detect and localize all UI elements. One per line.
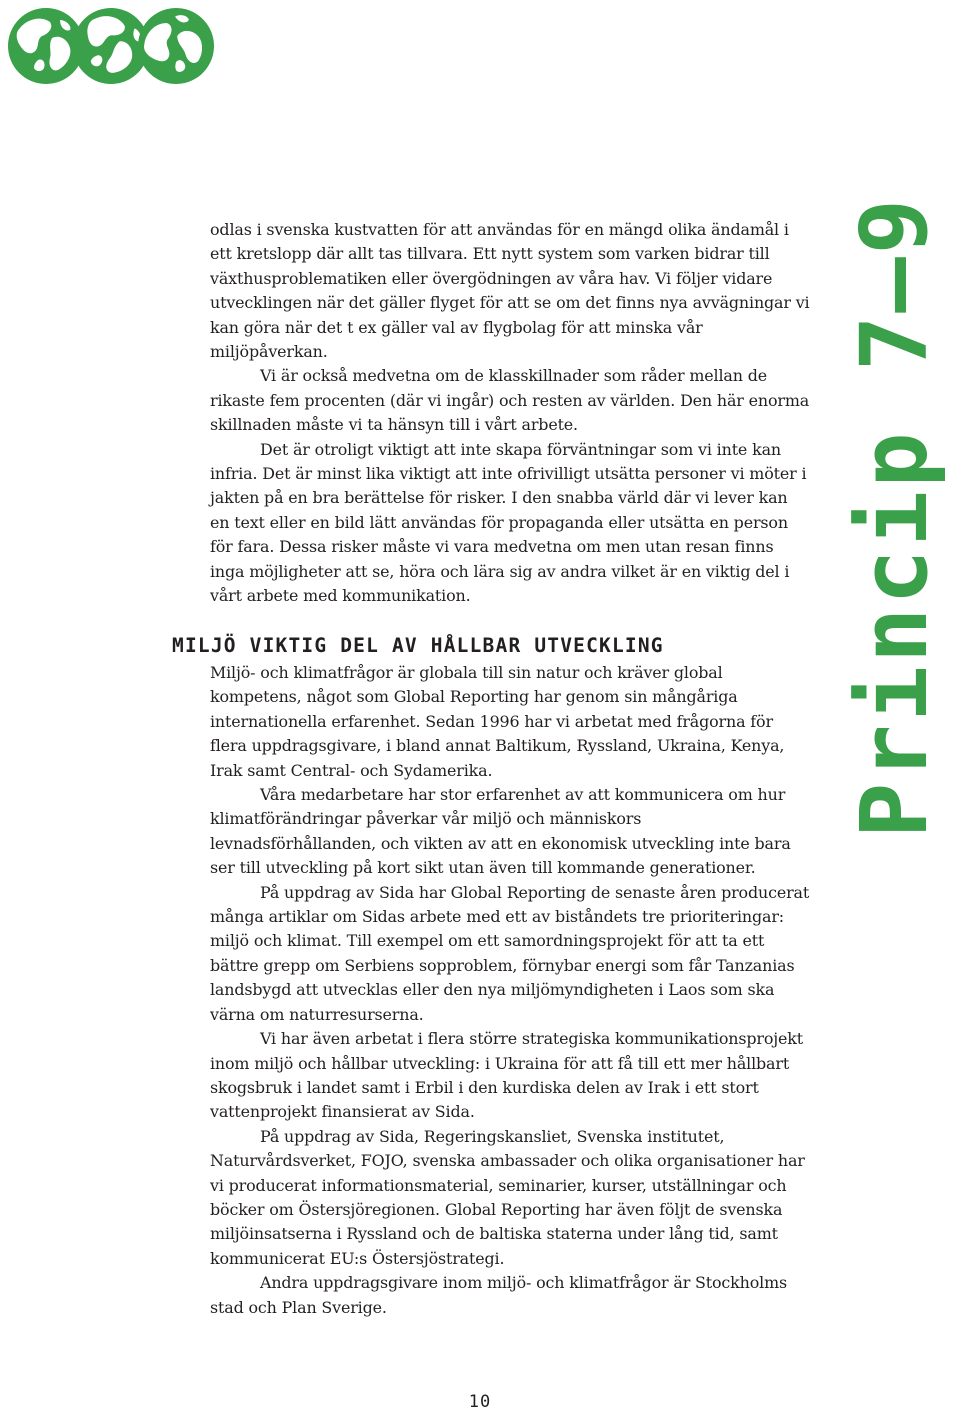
body-paragraph: Andra uppdragsgivare inom miljö- och klimatfrågor är Stockholms stad och Plan Sverige. <box>210 1273 788 1317</box>
side-title: Princip 7–9 <box>841 195 948 839</box>
body-paragraph: Miljö- och klimatfrågor är globala till sin natur och kräver global kompetens, något som Global Reporting har genom sin mångåriga internationella erfarenhet. Sedan 1996 har vi arbetat med frågorna för flera uppdragsgivare, i bland annat Baltikum, Ryssland, Ukraina, Kenya, Irak samt Central- och Sydamerika. <box>210 663 785 780</box>
body-paragraph: På uppdrag av Sida, Regeringskansliet, Svenska institutet, Naturvårdsverket, FOJO, svenska ambassader och olika organisationer har vi producerat informationsmaterial, seminarier, kurser, utställningar och böcker om Östersjöregionen. Global Reporting har även följt de svenska miljöinsatserna i Ryssland och de baltiska staterna under lång tid, samt kommunicerat EU:s Östersjöstrategi. <box>210 1126 805 1268</box>
section-body <box>210 661 810 1320</box>
three-globes-icon <box>4 4 218 88</box>
body-paragraph: På uppdrag av Sida har Global Reporting de senaste åren producerat många artiklar om Sidas arbete med ett av biståndets tre prioriteringar: miljö och klimat. Till exempel om ett samordningsprojekt för att ta ett bättre grepp om Serbiens sopproblem, förnybar energi som får Tanzanias landsbygd att utvecklas eller den nya miljömyndigheten i Laos som ska värna om naturresurserna. <box>210 882 810 1024</box>
intro-text <box>210 218 810 609</box>
intro-paragraph: Vi är också medvetna om de klasskillnader som råder mellan de rikaste fem procenten (där vi ingår) och resten av världen. Den här enorma skillnaden måste vi ta hänsyn till i vårt arbete. <box>210 366 810 435</box>
intro-paragraph: odlas i svenska kustvatten för att användas för en mängd olika ändamål i ett kretslopp där allt tas tillvara. Ett nytt system som varken bidrar till växthusproblematiken eller övergödningen av våra hav. Vi följer vidare utvecklingen när det gäller flyget för att se om det finns nya avvägningar vi kan göra när det t ex gäller val av flygbolag för att minska vår miljöpåverkan. <box>210 220 810 362</box>
intro-paragraph: Det är otroligt viktigt att inte skapa förväntningar som vi inte kan infria. Det är minst lika viktigt att inte ofrivilligt utsätta personer vi möter i jakten på en bra berättelse för risker. I den snabba värld där vi lever kan en text eller en bild lätt användas för propaganda eller utsätta en person för fara. Dessa risker måste vi vara medvetna om men utan resan finns inga möjligheter att se, höra och lära sig av andra vilket är en viktig del i vårt arbete med kommunikation. <box>210 439 807 606</box>
section-heading: MILJÖ VIKTIG DEL AV HÅLLBAR UTVECKLING <box>172 634 664 657</box>
body-paragraph: Vi har även arbetat i flera större strategiska kommunikationsprojekt inom miljö och hållbar utveckling: i Ukraina för att få till ett mer hållbart skogsbruk i landet samt i Erbil i den kurdiska delen av Irak i ett stort vattenprojekt finansierat av Sida. <box>210 1029 804 1122</box>
page-number: 10 <box>468 1392 492 1412</box>
body-paragraph: Våra medarbetare har stor erfarenhet av att kommunicera om hur klimatförändringar påverkar vår miljö och människors levnadsförhållanden, och vikten av att en ekonomisk utveckling inte bara ser till utveckling på kort sikt utan även till kommande generationer. <box>210 785 791 878</box>
